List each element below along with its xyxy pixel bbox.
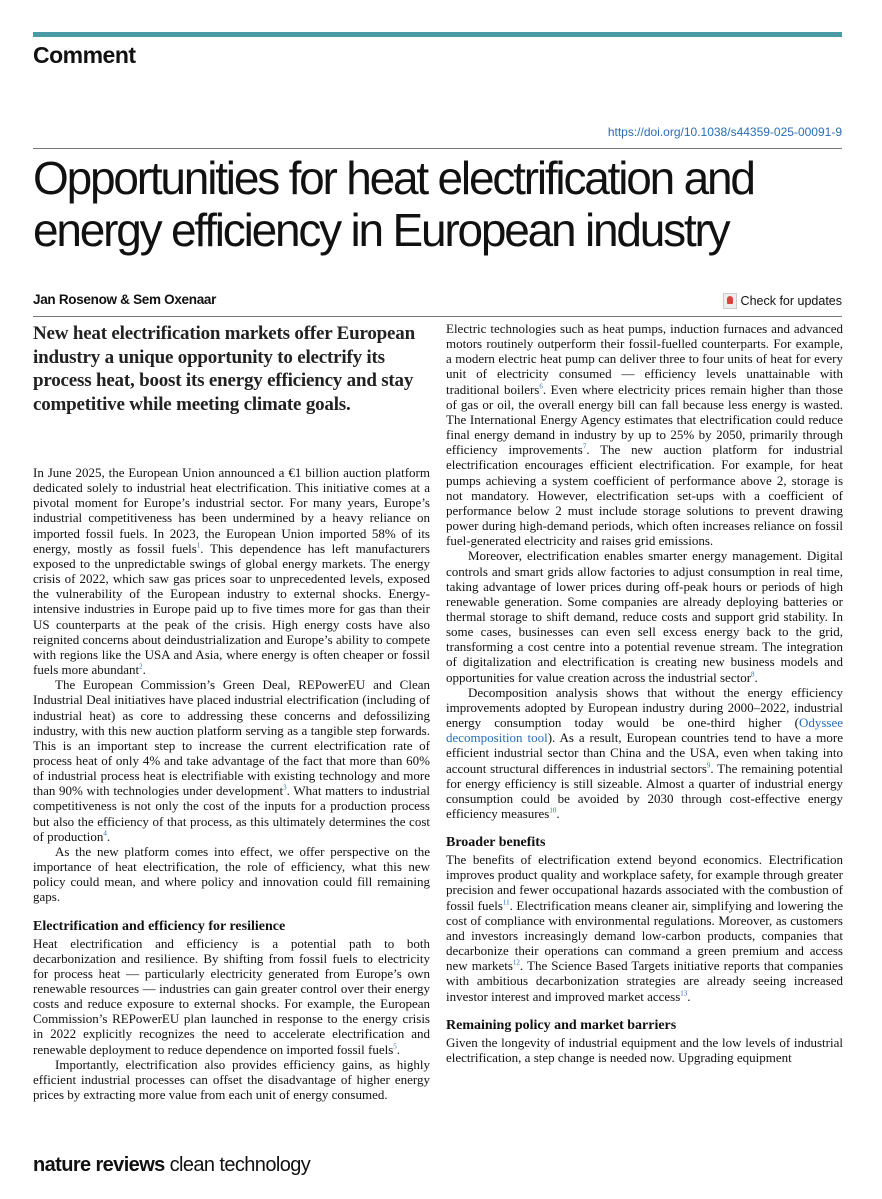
reference-citation[interactable]: 9 <box>706 761 711 770</box>
section-heading: Remaining policy and market barriers <box>446 1017 677 1033</box>
reference-citation[interactable]: 4 <box>103 829 107 838</box>
body-text: . <box>106 828 111 844</box>
body-text: The benefits of electrification extend beyond economics. Electrification improves product quality and workplace safety, for example through greater precision and fewer occupational hazards associated with the combustion of fossil fuels <box>446 852 843 913</box>
body-paragraph <box>446 685 843 821</box>
section-label: Comment <box>33 42 136 68</box>
section-heading: Electrification and efficiency for resilience <box>33 918 286 934</box>
journal-name-rest: clean technology <box>164 1154 311 1176</box>
reference-citation[interactable]: 3 <box>283 783 287 792</box>
body-text: . <box>556 806 560 821</box>
body-text: As the new platform comes into effect, we offer perspective on the importance of heat electrification, the role of efficiency, what this new policy could mean, and where policy and innovation could fill remaining gaps. <box>33 843 430 905</box>
journal-footer <box>33 1154 310 1177</box>
divider <box>33 316 842 317</box>
check-updates-icon <box>723 293 737 309</box>
body-text: Heat electrification and efficiency is a potential path to both decarbonization and resilience. By shifting from fossil fuels to electricity for process heat — particularly electricity generated from Europe’s own renewable resources — industries can gain greater control over their energy costs and reduce exposure to external shocks. For example, the European Commission’s REPowerEU plan launched in response to the energy crisis in 2022 explicitly recognizes the need to accelerate electrification and renewable deployment to reduce dependence on imported fossil fuels <box>33 935 430 1057</box>
body-text: . Electrification means cleaner air, simplifying and lowering the cost of compliance with environmental regulations. Moreover, as customers and investors increasingly demand low-carbon products, companies that decarbonize their operations can command a green premium and access new markets <box>446 897 843 974</box>
body-text: ). As a result, European countries tend to have a more efficient industrial sector than China and the USA, even when taking into account structural differences in industrial sectors <box>446 730 843 776</box>
body-paragraph <box>446 548 843 684</box>
body-text: . The remaining potential for energy efficiency is still sizeable. Almost a quarter of industrial energy consumption could be avoided by 2030 through cost-effective energy efficiency measures <box>446 760 843 821</box>
section-heading: Broader benefits <box>446 835 546 851</box>
section-accent-bar <box>33 32 842 37</box>
body-paragraph <box>446 1035 843 1065</box>
divider <box>33 148 842 149</box>
reference-citation[interactable]: 5 <box>393 1042 397 1051</box>
body-paragraph <box>446 321 843 548</box>
journal-name-bold: nature reviews <box>33 1154 165 1176</box>
body-paragraph <box>33 1057 430 1102</box>
standfirst: New heat electrification markets offer European industry a unique opportunity to electrify its process heat, boost its energy efficiency and stay competitive while meeting climate goals. <box>33 323 415 415</box>
reference-citation[interactable]: 10 <box>549 806 557 815</box>
body-text: . <box>396 1041 401 1057</box>
doi-link[interactable]: https://doi.org/10.1038/s44359-025-00091-9 <box>607 125 842 139</box>
body-text: . The Science Based Targets initiative reports that companies with ambitious decarbonization strategies are already seeing increased investor interest and improved market access <box>446 958 843 1004</box>
reference-citation[interactable]: 6 <box>539 382 543 391</box>
authors: Jan Rosenow & Sem Oxenaar <box>33 292 217 307</box>
body-text: Importantly, electrification also provides efficiency gains, as highly efficient industrial processes can offset the disadvantage of higher energy prices by extracting more value from each unit of energy consumed. <box>33 1056 430 1103</box>
body-paragraph <box>33 844 430 905</box>
right-column <box>446 321 843 1143</box>
body-text: Decomposition analysis shows that without the energy efficiency improvements adopted by European industry during 2000–2022, industrial energy consumption today would be one-third higher ( <box>446 684 843 731</box>
body-text: Electric technologies such as heat pumps, induction furnaces and advanced motors routinely outperform their fossil-fuelled counterparts. For example, a modern electric heat pump can deliver three to four units of heat for every unit of electricity consumed — efficiency levels unattainable with traditional boilers <box>446 321 843 397</box>
body-text: . <box>754 669 758 685</box>
reference-citation[interactable]: 7 <box>582 442 587 451</box>
reference-citation[interactable]: 11 <box>502 898 510 907</box>
body-text: In June 2025, the European Union announced a €1 billion auction platform dedicated solely to industrial heat electrification. This initiative comes at a pivotal moment for Europe’s industrial sector. For many years, Europe’s industrial competitiveness has been undermined by a heavy reliance on imported fossil fuels. In 2023, the European Union imported 58% of its energy, mostly as fossil fuels <box>33 465 430 556</box>
body-text: . <box>142 662 146 678</box>
article-title: Opportunities for heat electrification and energy efficiency in European industry <box>33 152 754 256</box>
check-updates-label: Check for updates <box>740 294 842 308</box>
body-text: . The new auction platform for industrial electrification encourages efficient electrification. For example, for heat pumps achieving a system coefficient of performance above 2, storage is not mandatory. However, electrification set-ups with a coefficient of performance below 2 must include storage solutions to prevent drawing power during high-demand periods, which often increases reliance on fossil fuel-generated electricity and raises grid emissions. <box>446 442 843 549</box>
reference-citation[interactable]: 13 <box>680 989 688 998</box>
body-paragraph <box>33 936 430 1057</box>
check-for-updates-button[interactable] <box>723 293 842 309</box>
body-text: . This dependence has left manufacturers exposed to the unpredictable swings of global energy markets. The energy crisis of 2022, which saw gas prices soar to unprecedented levels, exposed the vulnerability of the European industry to external shocks. Energy-intensive industries in Europe paid up to five times more for gas than their US counterparts at the peak of the crisis. High energy costs have also reignited concerns about deindustrialization and Europe’s ability to compete with regions like the USA and Asia, where energy is often cheaper or fossil fuels more abundant <box>33 540 430 678</box>
body-paragraph <box>446 852 843 1004</box>
reference-citation[interactable]: 1 <box>196 541 201 550</box>
left-column <box>33 465 430 1145</box>
body-text: . Even where electricity prices remain higher than those of gas or oil, the overall energy bill can fall because less energy is wasted. The International Energy Agency estimates that electrification could reduce final energy demand in industry by up to 25% by 2050, primarily through efficiency improvements <box>446 381 843 458</box>
body-text: . <box>687 988 691 1004</box>
body-paragraph <box>33 465 430 677</box>
body-text: The European Commission’s Green Deal, REPowerEU and Clean Industrial Deal initiatives have placed industrial electrification (including of industrial heat) as core to addressing these concerns and defossilizing industry, with this new auction platform serving as a tangible step forwards. This is an important step to increase the current electrification rate of process heat of only 4% and take advantage of the fact that more than 60% of industrial process heat is electrifiable with existing technology and more than 90% with technologies under development <box>33 677 430 799</box>
body-text: Given the longevity of industrial equipment and the low levels of industrial electrification, a step change is needed now. Upgrading equipment <box>446 1034 843 1065</box>
body-text: Moreover, electrification enables smarter energy management. Digital controls and smart grids allow factories to adjust consumption in real time, taking advantage of lower prices during off-peak hours or periods of high renewable generation. Some companies are already deploying batteries or thermal storage to shift demand, reduce costs and support grid stability. In some cases, businesses can even sell excess energy back to the grid, transforming a cost centre into a potential revenue stream. The integration of digitalization and electrification is creating new business models and opportunities for value creation across the industrial sector <box>446 548 843 685</box>
reference-citation[interactable]: 2 <box>139 662 143 671</box>
reference-citation[interactable]: 12 <box>512 958 520 967</box>
body-text: . What matters to industrial competitiveness is not only the cost of the inputs for a production process but also the efficiency of that process, as this ultimately determines the cost of production <box>33 783 430 844</box>
body-paragraph <box>33 677 430 844</box>
inline-link[interactable]: Odyssee decomposition tool <box>446 715 843 746</box>
reference-citation[interactable]: 8 <box>751 670 755 679</box>
